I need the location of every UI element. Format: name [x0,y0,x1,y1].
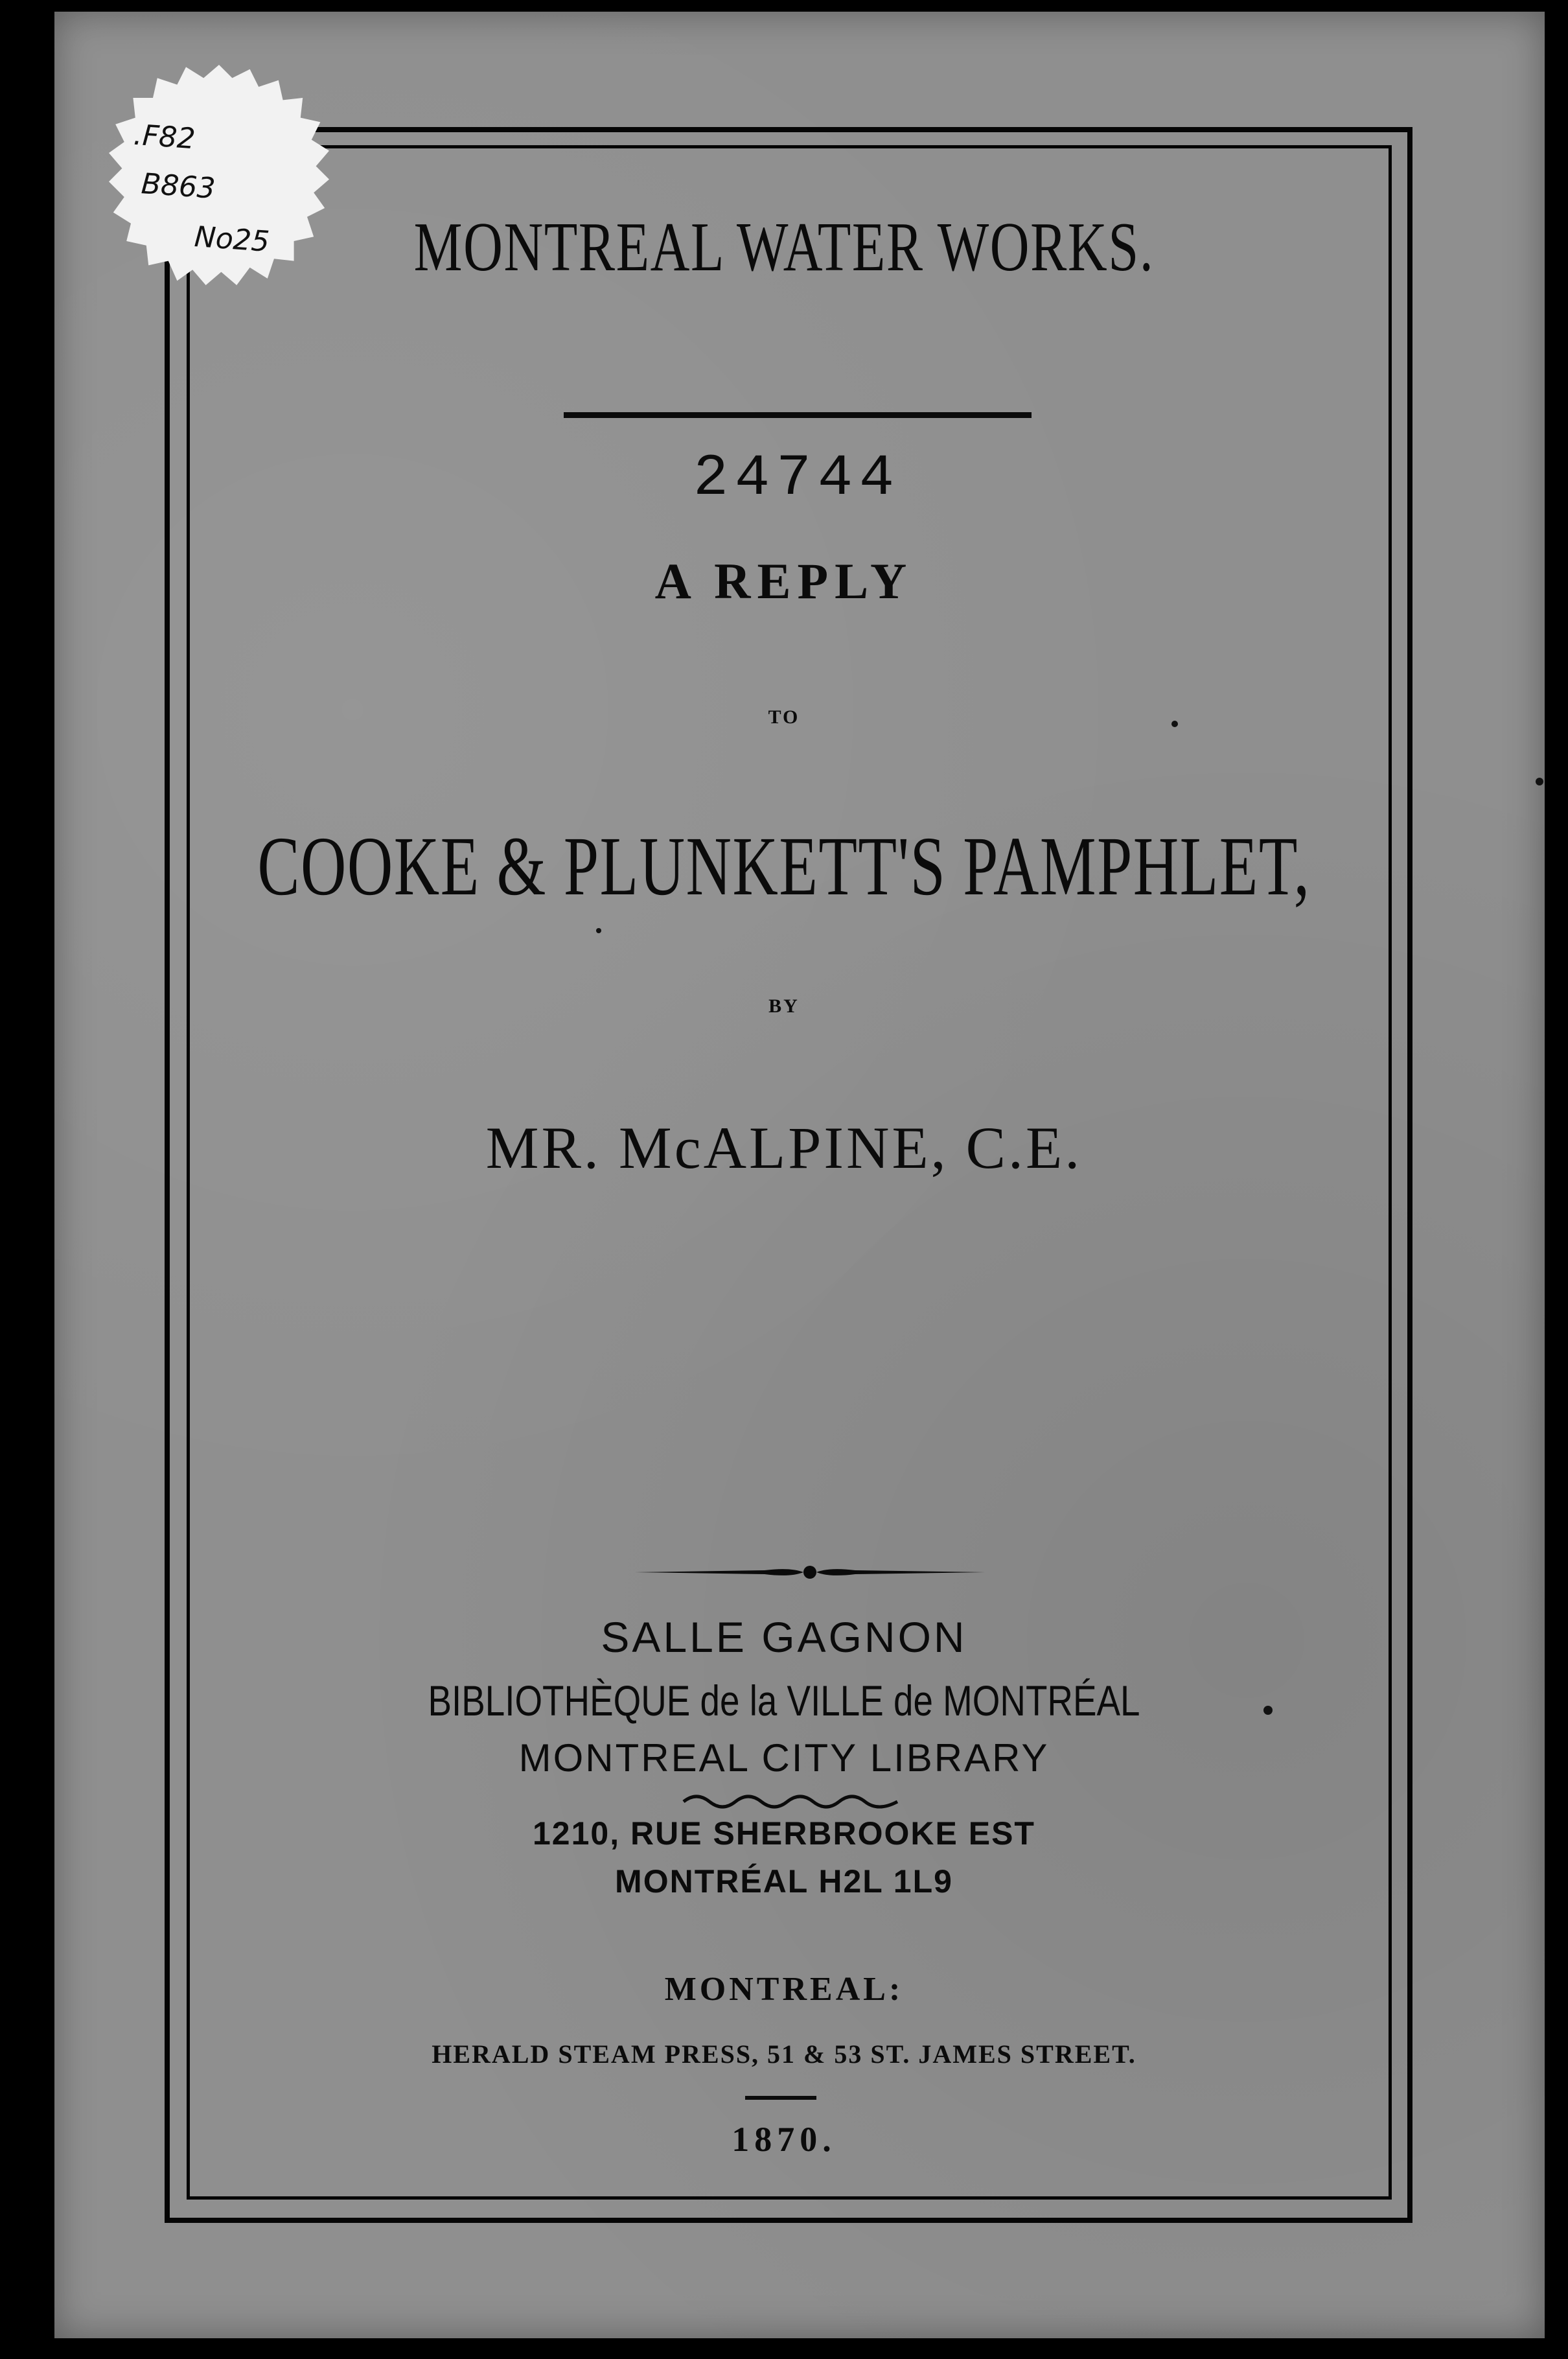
paper-speck [1263,1706,1273,1715]
imprint-year: 1870. [732,2120,836,2159]
paper-speck [1171,721,1178,727]
library-stamp-line-5: MONTRÉAL H2L 1L9 [615,1863,953,1900]
paper-speck [1536,778,1543,785]
paper-speck [596,928,601,933]
library-stamp-flourish [680,1787,901,1813]
reply-heading: A REPLY [654,553,914,609]
stamp-line-3: No25 [193,220,271,259]
stamp-line-2: B863 [140,167,216,205]
page-title: MONTREAL WATER WORKS. [413,209,1155,286]
imprint-rule [745,2096,816,2100]
library-stamp-line-2: BIBLIOTHÈQUE de la VILLE de MONTRÉAL [428,1677,1140,1725]
ornament-rule [635,1553,985,1592]
connector-by: BY [768,995,800,1017]
subject-title: COOKE & PLUNKETT'S PAMPHLET, [257,820,1311,913]
imprint-city: MONTREAL: [664,1971,904,2008]
author-line: MR. McALPINE, C.E. [485,1115,1083,1181]
title-rule [564,412,1032,418]
library-stamp-line-1: SALLE GAGNON [601,1613,967,1661]
library-stamp-line-4: 1210, RUE SHERBROOKE EST [533,1815,1035,1852]
accession-number: 24744 [693,446,901,512]
connector-to: TO [768,706,800,728]
imprint-press: HERALD STEAM PRESS, 51 & 53 ST. JAMES STREET. [432,2039,1136,2069]
library-stamp-line-3: MONTREAL CITY LIBRARY [518,1736,1050,1780]
stamp-line-1: .F82 [132,118,196,156]
